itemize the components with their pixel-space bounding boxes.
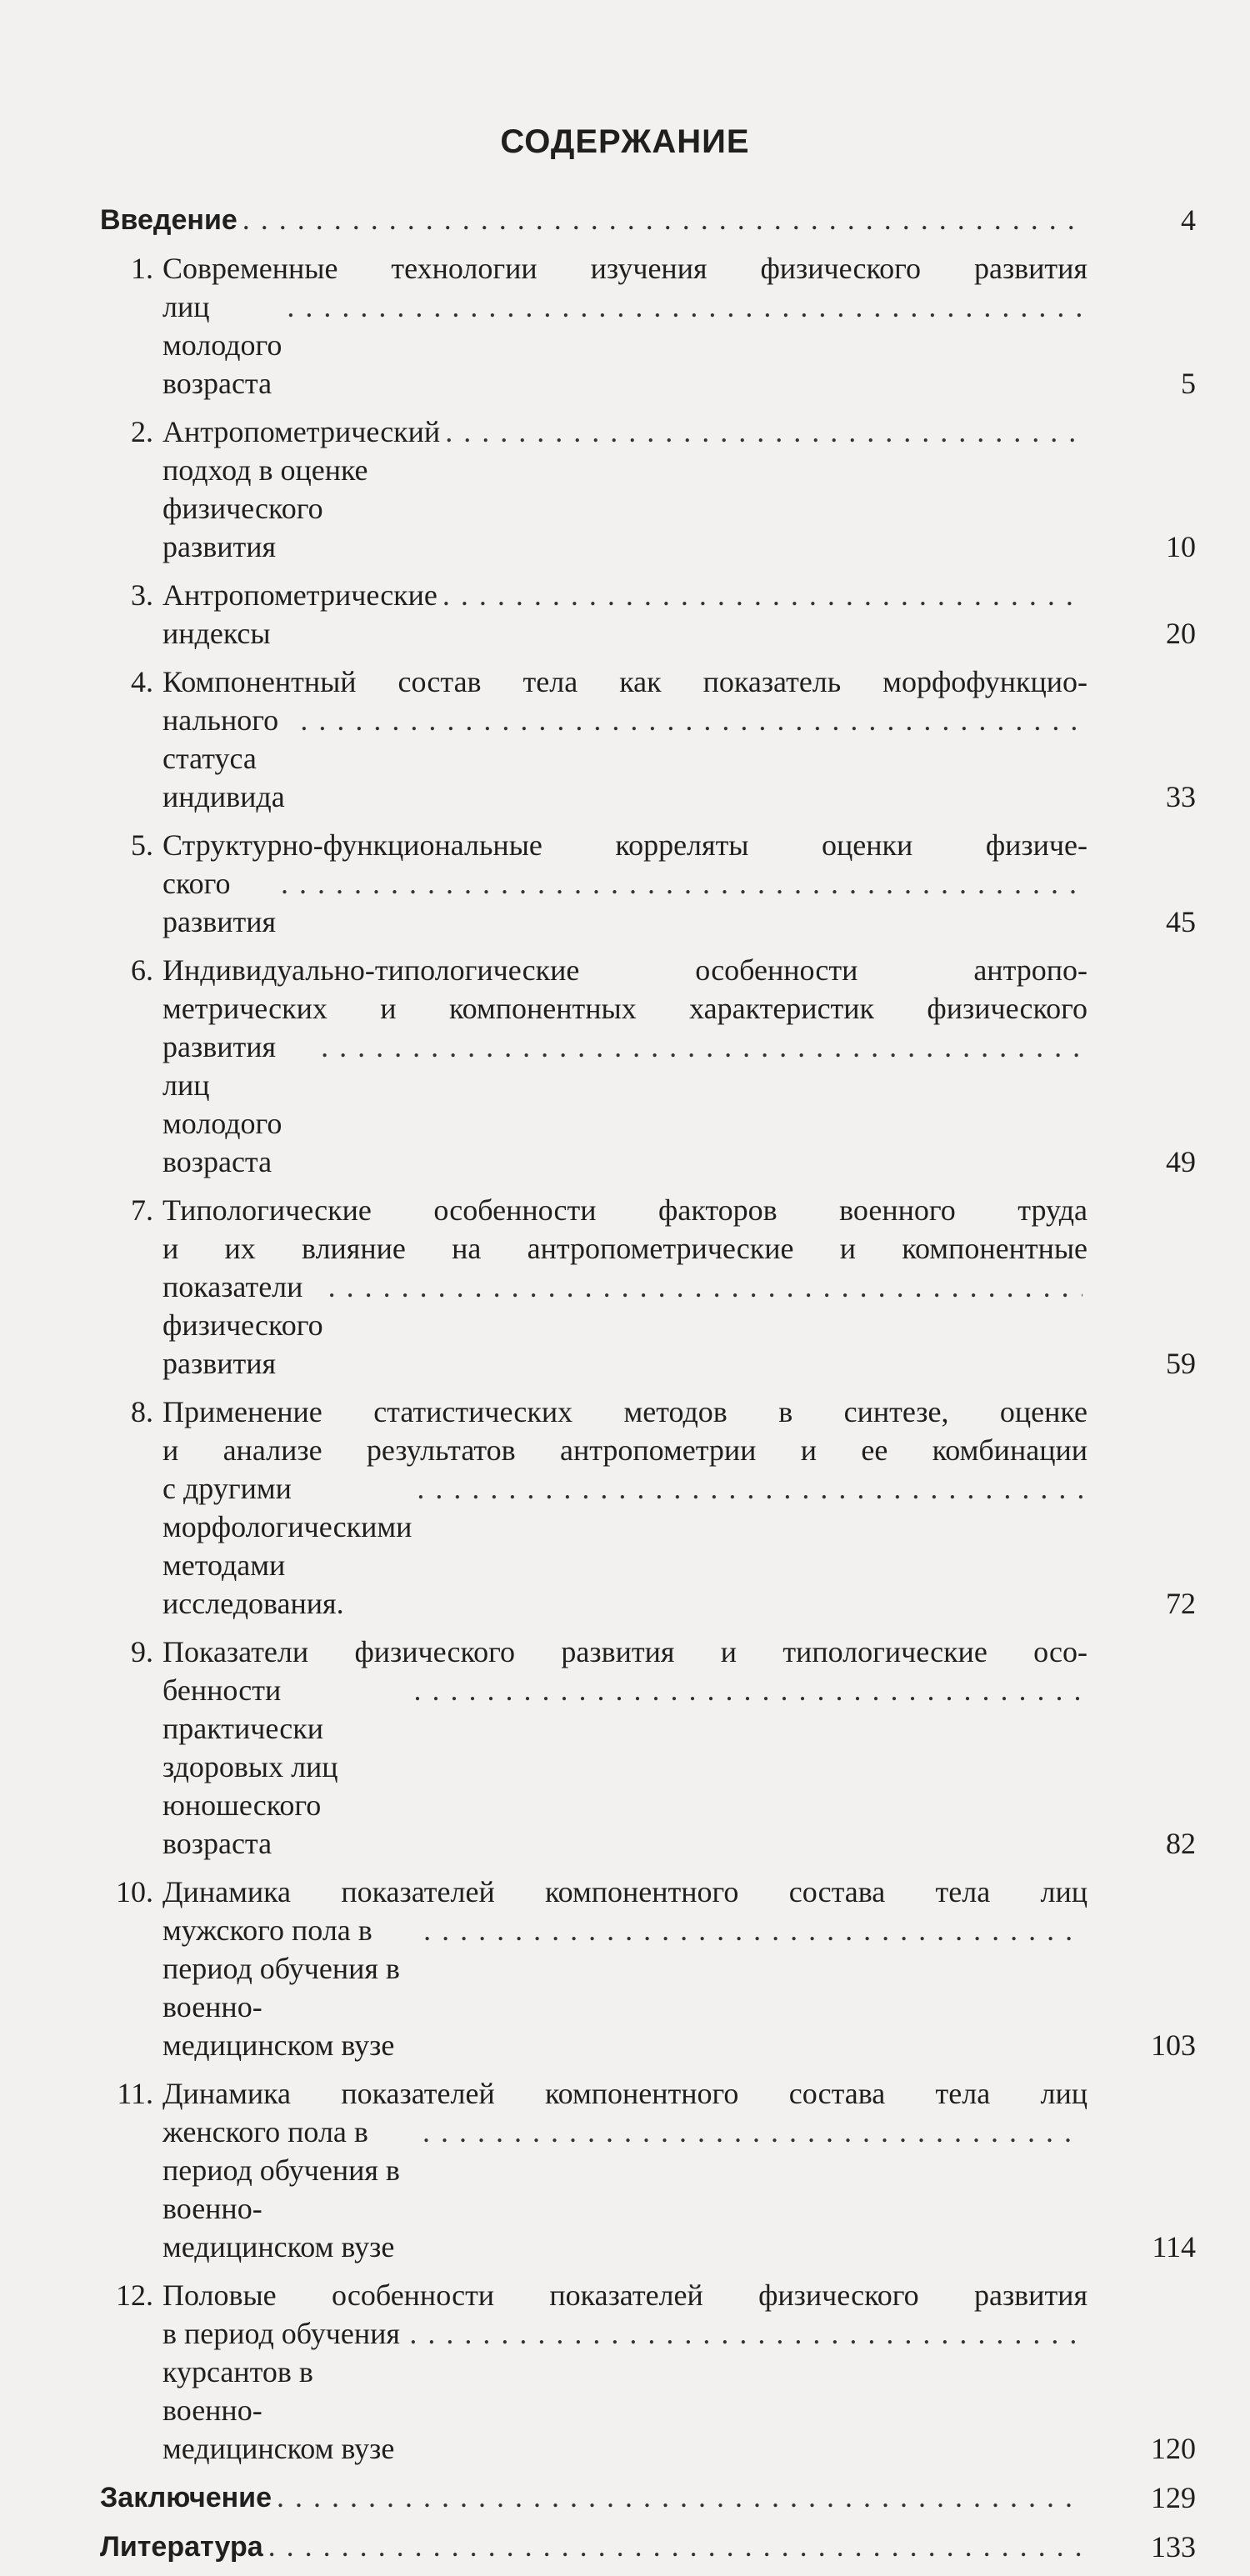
toc-page-number: 82 [1166, 1827, 1196, 1860]
toc-entry-text: лиц молодого возраста [162, 290, 282, 400]
toc-entry-text: в период обучения курсантов в военно-медицинском вузе [162, 2317, 400, 2465]
toc-entry [100, 576, 1196, 653]
toc-page-number: 49 [1166, 1145, 1196, 1178]
toc-entry-text: Динамика показателей компонентного состава тела лиц [162, 1875, 1088, 1908]
toc-page-number: 33 [1166, 780, 1196, 813]
page-title: СОДЕРЖАНИЕ [500, 123, 750, 160]
dot-leader [445, 413, 1082, 451]
toc-entry-text: Заключение [100, 2482, 272, 2513]
toc-entry-text: Литература [100, 2531, 263, 2563]
toc-entry [100, 413, 1196, 566]
toc-entry-text: женского пола в период обучения в военно-медицинском вузе [162, 2115, 400, 2263]
dot-leader [300, 701, 1082, 739]
toc-page-number: 5 [1181, 367, 1196, 400]
toc-entry-text: и анализе результатов антропометрии и ее комбинации [162, 1433, 1088, 1467]
toc-entry-text: мужского пола в период обучения в военно-медицинском вузе [162, 1913, 400, 2062]
toc-entry-number: 3. [131, 578, 153, 612]
dot-leader [328, 1268, 1082, 1306]
toc-entry-number: 8. [131, 1395, 153, 1428]
toc-entry [100, 663, 1196, 816]
toc-entry-text: Динамика показателей компонентного состава тела лиц [162, 2077, 1088, 2110]
dot-leader [281, 864, 1082, 903]
toc-entry-number: 12. [116, 2278, 153, 2312]
toc-entry-text: Применение статистических методов в синтезе, оценке [162, 1395, 1088, 1428]
toc-page-number: 133 [1151, 2530, 1196, 2563]
toc-entry [100, 2276, 1196, 2468]
toc-page-number: 72 [1166, 1587, 1196, 1620]
table-of-contents [100, 200, 1196, 2576]
dot-leader [422, 2113, 1082, 2151]
toc-entry-text: Структурно-функциональные корреляты оценки физиче- [162, 828, 1088, 862]
toc-entry-number: 9. [131, 1635, 153, 1668]
toc-page-number: 103 [1151, 2028, 1196, 2062]
toc-entry [100, 951, 1196, 1181]
dot-leader [242, 200, 1082, 238]
toc-entry [100, 2527, 1196, 2566]
toc-entry-text: показатели физического развития [162, 1270, 323, 1380]
toc-entry-number: 10. [116, 1875, 153, 1908]
toc-entry-text: с другими морфологическими методами исследования. [162, 1472, 412, 1620]
toc-entry-number: 11. [117, 2077, 153, 2110]
toc-entry-number: 4. [131, 665, 153, 698]
dot-leader [409, 2314, 1082, 2353]
toc-entry-number: 5. [131, 828, 153, 862]
toc-entry [100, 249, 1196, 403]
toc-entry-number: 7. [131, 1193, 153, 1227]
toc-entry-text: Индивидуально-типологические особенности антропо- [162, 953, 1088, 987]
toc-entry-text: и их влияние на антропометрические и компонентные [162, 1232, 1088, 1265]
toc-entry [100, 826, 1196, 941]
toc-page-number: 114 [1152, 2230, 1196, 2263]
toc-page-number: 20 [1166, 617, 1196, 650]
toc-entry-text: Введение [100, 204, 238, 236]
toc-entry-text: развития лиц молодого возраста [162, 1030, 282, 1178]
toc-entry-text: Типологические особенности факторов военного труда [162, 1193, 1088, 1227]
toc-entry-text: метрических и компонентных характеристик физического [162, 992, 1088, 1025]
toc-entry [100, 1633, 1196, 1863]
toc-entry-text: Антропометрический подход в оценке физического развития [162, 415, 441, 563]
toc-page-number: 59 [1166, 1347, 1196, 1380]
toc-entry-text: Антропометрические индексы [162, 578, 438, 650]
toc-page-number: 129 [1151, 2481, 1196, 2514]
toc-entry [100, 2478, 1196, 2517]
dot-leader [442, 576, 1082, 614]
toc-entry [100, 1873, 1196, 2064]
toc-page-number: 120 [1151, 2432, 1196, 2465]
dot-leader [417, 1469, 1082, 1508]
toc-entry [100, 2074, 1196, 2266]
toc-entry [100, 1393, 1196, 1623]
dot-leader [277, 2478, 1082, 2516]
dot-leader [287, 288, 1082, 326]
toc-entry-text: Современные технологии изучения физического развития [162, 252, 1088, 285]
toc-page-number: 10 [1166, 530, 1196, 563]
dot-leader [413, 1671, 1082, 1709]
toc-entry [100, 200, 1196, 239]
toc-entry-number: 2. [131, 415, 153, 448]
toc-entry-text: Половые особенности показателей физического развития [162, 2278, 1088, 2312]
toc-entry-text: нального статуса индивида [162, 703, 285, 813]
toc-entry [100, 1191, 1196, 1383]
toc-entry-text: ского развития [162, 867, 277, 938]
toc-page-number: 4 [1181, 203, 1196, 237]
toc-entry-number: 1. [131, 252, 153, 285]
dot-leader [423, 1911, 1082, 1949]
toc-entry-text: бенности практически здоровых лиц юношеского возраста [162, 1673, 338, 1860]
toc-entry-number: 6. [131, 953, 153, 987]
dot-leader [268, 2527, 1082, 2565]
toc-page-number: 45 [1166, 905, 1196, 938]
dot-leader [321, 1028, 1082, 1066]
toc-entry-text: Компонентный состав тела как показатель морфофункцио- [162, 665, 1088, 698]
toc-entry-text: Показатели физического развития и типологические осо- [162, 1635, 1088, 1668]
